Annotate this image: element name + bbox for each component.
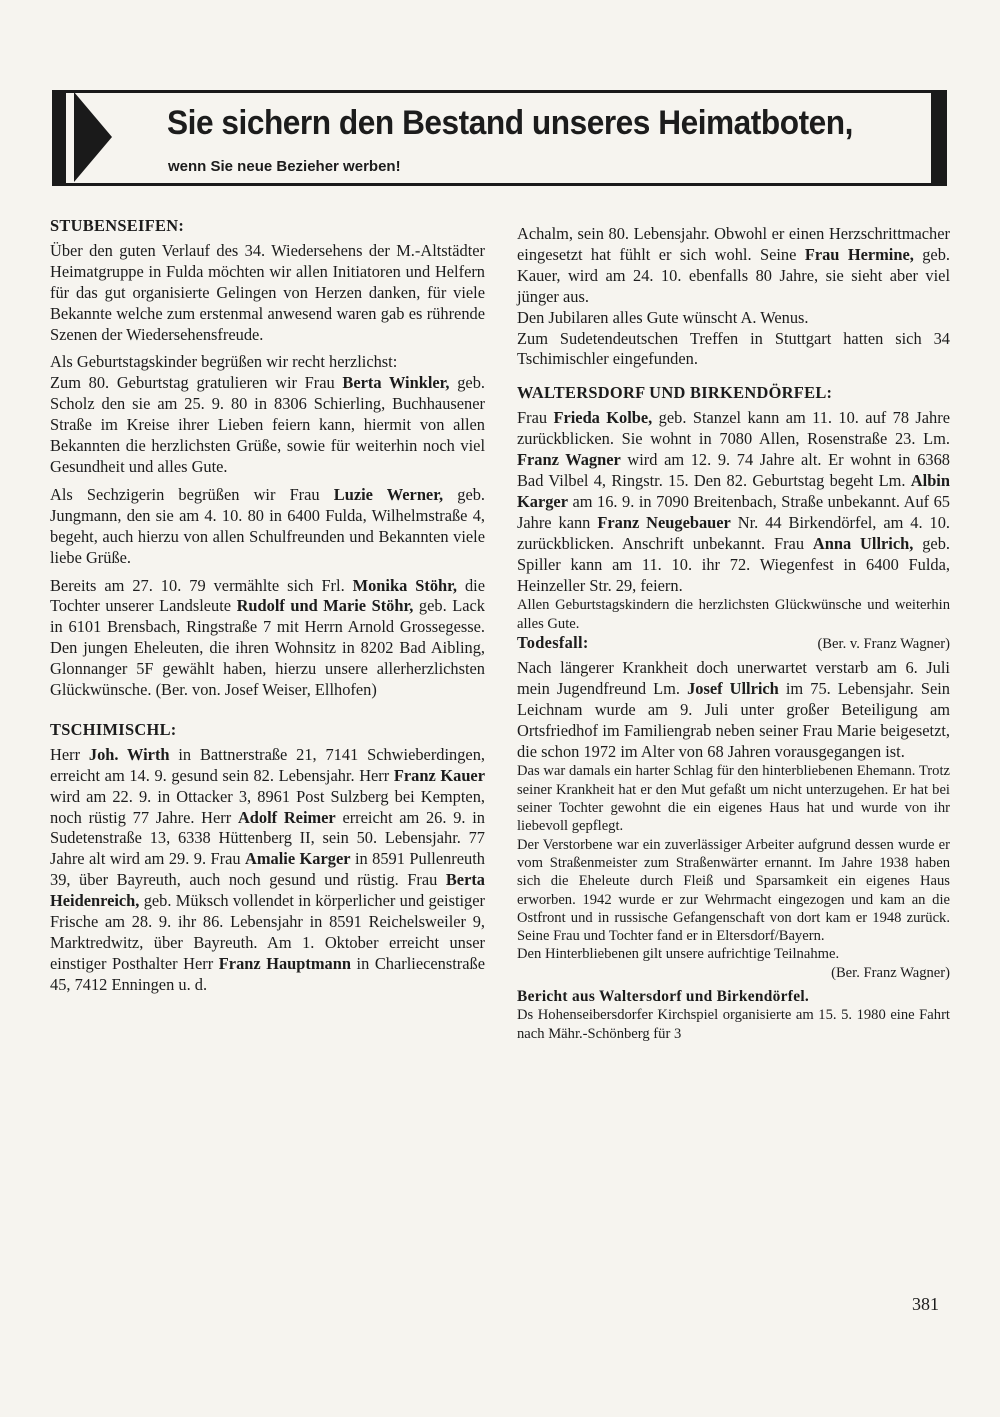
person-name: Albin Karger: [517, 470, 950, 511]
paragraph: Achalm, sein 80. Lebensjahr. Obwohl er einen Herzschrittmacher eingesetzt hat fühlt er sich wohl. Seine Frau Hermine, geb. Kauer, wird am 24. 10. ebenfalls 80 Jahre, sie sieht aber viel jünger aus.: [517, 224, 950, 306]
banner-bottom-rule: [52, 183, 947, 186]
person-name: Amalie Karger: [245, 849, 351, 869]
person-name: Rudolf und Marie Stöhr,: [236, 596, 414, 616]
person-name: Adolf Reimer: [237, 807, 336, 827]
person-name: Berta Winkler,: [342, 373, 450, 393]
section-heading-stubenseifen: STUBENSEIFEN:: [50, 216, 185, 235]
person-name: Anna Ullrich,: [812, 533, 914, 553]
advert-banner: [52, 86, 947, 186]
small-print-block: [517, 596, 950, 633]
section-heading-todesfall: Todesfall:: [517, 633, 589, 652]
byline: (Ber. Franz Wagner): [831, 964, 950, 981]
arrow-right-icon: [70, 92, 114, 182]
left-column: [50, 216, 485, 996]
byline: (Ber. v. Franz Wagner): [817, 636, 950, 652]
section-heading-bericht: Bericht aus Waltersdorf und Birkendörfel.: [517, 988, 810, 1005]
small-print-block: [517, 762, 950, 1042]
paragraph: Als Geburtstagskinder begrüßen wir recht herzlichst: Zum 80. Geburtstag gratulieren wir Frau Berta Winkler, geb. Scholz den sie am 25. 9. 80 in 8306 Schierling, Buchhausener Straße im Kreise ihrer Lieben feiern kann, hiermit von allen Bekannten die herzlichsten Grüße, sowie für weiterhin noch viel Gesundheit und alles Gute.: [50, 352, 485, 476]
banner-left-bar: [52, 90, 66, 186]
paragraph: Der Verstorbene war ein zuverlässiger Arbeiter aufgrund dessen wurde er vom Straßenmeister zum Straßenwärter ernannt. Im Jahre 1938 haben sich die Eheleute durch Fleiß und Sparsamkeit ein eigenes Haus erworben. 1942 wurde er zur Wehrmacht eingezogen und kam an die Ostfront und in russische Gefangenschaft von dort kam er 1948 zurück. Seine Frau und Tochter fand er in Eltersdorf/Bayern.: [517, 836, 950, 945]
person-name: Franz Hauptmann: [218, 953, 351, 973]
paragraph: Den Jubilaren alles Gute wünscht A. Wenus.: [517, 307, 809, 327]
person-name: Josef Ullrich: [687, 678, 779, 698]
person-name: Frau Hermine,: [804, 244, 914, 264]
section-heading-tschimischl: TSCHIMISCHL:: [50, 719, 177, 739]
person-name: Frieda Kolbe,: [553, 408, 653, 428]
todesfall-heading-row: [517, 633, 950, 658]
person-name: Franz Neugebauer: [597, 512, 731, 532]
paragraph: Den Hinterbliebenen gilt unsere aufrichtige Teilnahme. (Ber. Franz Wagner): [517, 946, 950, 981]
paragraph: Frau Frieda Kolbe, geb. Stanzel kann am 11. 10. auf 78 Jahre zurückblicken. Sie wohnt in 7080 Allen, Rosenstraße 23. Lm. Franz Wagner wird am 12. 9. 74 Jahre alt. Er wohnt in 6368 Bad Vilbel 4, Ringstr. 15. Den 82. Geburtstag begeht Lm. Albin Karger am 16. 9. in 7090 Breitenbach, Straße unbekannt. Auf 65 Jahre kann Franz Neugebauer Nr. 44 Birkendörfel, am 4. 10. zurückblicken. Anschrift unbekannt. Frau Anna Ullrich, geb. Spiller kann am 11. 10. ihr 72. Wiegenfest in 6400 Fulda, Heinzeller Str. 29, feiern.: [517, 408, 951, 595]
person-name: Berta Heidenreich,: [50, 870, 485, 911]
banner-headline: Sie sichern den Bestand unseres Heimatboten,: [167, 104, 853, 142]
person-name: Luzie Werner,: [333, 484, 444, 504]
paragraph: Bereits am 27. 10. 79 vermählte sich Frl. Monika Stöhr, die Tochter unserer Landsleute Rudolf und Marie Stöhr, geb. Lack in 6101 Brensbach, Ringstraße 7 mit Herrn Arnold Grossegesse. Den jungen Eheleuten, die ihren Wohnsitz in 8202 Bad Aibling, Glonnanger 5F gewählt haben, hierzu unsere allerherzlichsten Glückwünsche. (Ber. von. Josef Weiser, Ellhofen): [50, 575, 485, 700]
paragraph: Herr Joh. Wirth in Battnerstraße 21, 7141 Schwieberdingen, erreicht am 14. 9. gesund sein 82. Lebensjahr. Herr Franz Kauer wird am 22. 9. in Ottacker 3, 8961 Post Sulzberg bei Kempten, noch rüstig 77 Jahre. Herr Adolf Reimer erreicht am 26. 9. in Sudetenstraße 13, 6338 Hüttenberg II, sein 50. Lebensjahr. 77 Jahre alt wird am 29. 9. Frau Amalie Karger in 8591 Pullenreuth 39, über Bayreuth, auch noch gesund und rüstig. Frau Berta Heidenreich, geb. Müksch vollendet in körperlicher und geistiger Frische am 28. 9. ihr 86. Lebensjahr in 8591 Reichelsweiler 9, Marktredwitz, über Bayreuth. Am 1. Oktober erreicht unser einstiger Posthalter Herr Franz Hauptmann in Charliecenstraße 45, 7412 Enningen u. d.: [50, 744, 486, 994]
person-name: Franz Kauer: [393, 765, 485, 785]
banner-right-bar: [931, 90, 947, 186]
person-name: Monika Stöhr,: [352, 575, 457, 595]
person-name: Joh. Wirth: [88, 744, 170, 764]
banner-top-rule: [52, 90, 947, 93]
paragraph: Das war damals ein harter Schlag für den hinterbliebenen Ehemann. Trotz seiner Krankheit hat er den Mut gefaßt um nicht unterzugehen. Er hat bei seiner Tochter gewohnt die ein eigenes Haus hat und wurde von ihr liebevoll gepflegt.: [517, 763, 950, 835]
page-number: 381: [912, 1294, 939, 1314]
paragraph: Nach längerer Krankheit doch unerwartet verstarb am 6. Juli mein Jugendfreund Lm. Josef Ullrich im 75. Lebensjahr. Sein Leichnam wurde am 9. Juli unter großer Beteiligung am Ortsfriedhof im Familiengrab neben seiner Frau Marie beigesetzt, die schon 1972 im Alter von 68 Jahren vorausgegangen ist.: [517, 657, 951, 761]
banner-subline: wenn Sie neue Bezieher werben!: [168, 158, 401, 175]
paragraph: Über den guten Verlauf des 34. Wiedersehens der M.-Altstädter Heimatgruppe in Fulda möchten wir allen Initiatoren und Helfern für das gut organisierte Gelingen von Herzen danken, für viele Bekannte welche zum erstenmal anwesend waren gab es rührende Szenen der Wiedersehensfreude.: [50, 240, 485, 344]
paragraph: Ds Hohenseibersdorfer Kirchspiel organisierte am 15. 5. 1980 eine Fahrt nach Mähr.-Schönberg für 3: [517, 1007, 950, 1042]
right-column: [517, 224, 950, 1043]
paragraph: Zum Sudetendeutschen Treffen in Stuttgart hatten sich 34 Tschimischler eingefunden.: [517, 328, 950, 369]
paragraph: Allen Geburtstagskindern die herzlichsten Glückwünsche und weiterhin alles Gute.: [517, 597, 950, 632]
section-heading-waltersdorf: WALTERSDORF UND BIRKENDÖRFEL:: [517, 383, 833, 403]
paragraph: Als Sechzigerin begrüßen wir Frau Luzie Werner, geb. Jungmann, den sie am 4. 10. 80 in 6400 Fulda, Wilhelmstraße 4, begeht, auch hierzu von allen Schulfreunden und Bekannten viele liebe Grüße.: [50, 484, 486, 567]
person-name: Franz Wagner: [517, 450, 621, 470]
